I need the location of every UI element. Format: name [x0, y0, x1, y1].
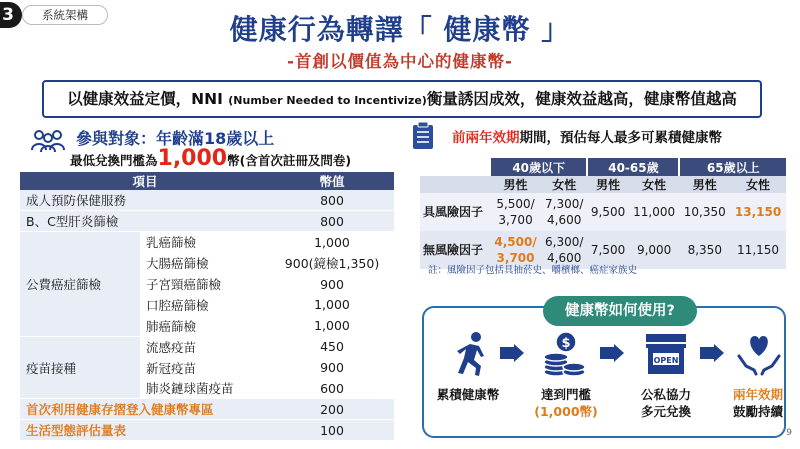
- risk-factor-note: 註：風險因子包括具抽菸史、嚼檳榔、癌症家族史: [428, 265, 638, 276]
- cell-line: 6,300/: [545, 235, 584, 249]
- value-cell: 600: [270, 378, 394, 399]
- cell-line: 4,600: [547, 213, 582, 227]
- page-number: 9: [786, 428, 792, 438]
- value-cell: 100: [270, 420, 394, 441]
- points-table-header: [20, 172, 394, 190]
- estimate-title-highlight: 前兩年效期: [452, 130, 520, 146]
- row-label: 具風險因子: [420, 193, 490, 231]
- cell-line: 3,700: [498, 213, 533, 227]
- step-label: [428, 386, 508, 403]
- item-cell: 肺炎鏈球菌疫苗: [140, 378, 270, 399]
- cell-line: 3,700: [496, 251, 535, 265]
- step-label: [718, 386, 798, 420]
- row-label: 無風險因子: [420, 231, 490, 269]
- gender-header: 女性: [541, 176, 587, 193]
- estimate-title: [452, 126, 722, 146]
- age-group-header: 40歲以下: [490, 158, 587, 176]
- usage-title: 健康幣如何使用?: [543, 296, 697, 326]
- value-cell: 800: [270, 190, 394, 211]
- arrow-right-icon: [500, 344, 524, 362]
- item-cell: B、C型肝炎篩檢: [20, 211, 270, 232]
- estimate-cell: 9,500: [587, 193, 628, 231]
- arrow-right-icon: [600, 344, 624, 362]
- estimate-cell: 7,500: [587, 231, 628, 269]
- points-table: [20, 172, 394, 441]
- item-cell: 肺癌篩檢: [140, 315, 270, 336]
- step-line: 兩年效期: [732, 387, 783, 402]
- value-cell: 800: [270, 211, 394, 232]
- page-subtitle: -首創以價值為中心的健康幣-: [287, 52, 513, 71]
- step-line: 公私協力: [640, 387, 691, 402]
- table-row: [20, 190, 394, 211]
- estimate-cell: 11,150: [730, 231, 786, 269]
- gender-header: 男性: [587, 176, 628, 193]
- cell-line: 4,500/: [494, 235, 537, 249]
- step-line: 多元兌換: [640, 404, 691, 419]
- people-icon: [30, 128, 66, 152]
- table-row: [420, 193, 786, 231]
- store-sign: OPEN: [653, 356, 679, 365]
- banner-nni-expansion: (Number Needed to Incentivize): [228, 94, 427, 107]
- value-cell: 450: [270, 336, 394, 357]
- cell-line: 4,600: [547, 251, 582, 265]
- item-cell: 子宮頸癌篩檢: [140, 274, 270, 295]
- header-item: 項目: [20, 172, 270, 190]
- step-line: 達到門檻: [540, 387, 591, 402]
- estimate-cell: 9,000: [629, 231, 680, 269]
- value-cell: 900: [270, 274, 394, 295]
- item-cell: 口腔癌篩檢: [140, 294, 270, 315]
- runner-icon: [446, 330, 494, 378]
- item-cell: 生活型態評估量表: [20, 420, 270, 441]
- value-cell: 200: [270, 399, 394, 420]
- gender-header: 男性: [679, 176, 730, 193]
- value-cell: 1,000: [270, 294, 394, 315]
- estimate-table: [420, 158, 786, 269]
- eligibility-title: 參與對象：年齡滿18歲以上: [76, 129, 275, 148]
- value-cell: 900(鏡檢1,350): [270, 253, 394, 274]
- age-group-header: 65歲以上: [679, 158, 786, 176]
- header-value: 幣值: [270, 172, 394, 190]
- estimate-title-rest: 期間，預估每人最多可累積健康幣: [519, 130, 722, 146]
- cell-line: 7,300/: [545, 197, 584, 211]
- value-cell: 1,000: [270, 315, 394, 336]
- item-cell: 成人預防保健服務: [20, 190, 270, 211]
- item-cell: 新冠疫苗: [140, 357, 270, 378]
- item-cell: 首次利用健康存摺登入健康幣專區: [20, 399, 270, 420]
- gender-header-row: [420, 176, 786, 193]
- group-vaccination: 疫苗接種: [20, 336, 140, 399]
- gender-header: 男性: [490, 176, 541, 193]
- estimate-cell: [541, 193, 587, 231]
- group-cancer-screening: 公費癌症篩檢: [20, 232, 140, 336]
- threshold-suffix: 幣(含首次註冊及問卷): [227, 153, 352, 168]
- estimate-cell: 10,350: [679, 193, 730, 231]
- step-line: 累積健康幣: [436, 387, 500, 402]
- corner-cell: [420, 176, 490, 193]
- gender-header: 女性: [730, 176, 786, 193]
- cell-line: 5,500/: [496, 197, 535, 211]
- threshold-value: 1,000: [157, 146, 228, 171]
- step-line: (1,000幣): [534, 404, 598, 419]
- item-cell: 乳癌篩檢: [140, 232, 270, 253]
- pricing-banner: [42, 80, 762, 118]
- minimum-threshold: [70, 146, 351, 171]
- section-label: 系統架構: [22, 5, 108, 25]
- threshold-prefix: 最低兌換門檻為: [70, 153, 158, 168]
- corner-cell: [420, 158, 490, 176]
- step-label: [626, 386, 706, 420]
- estimate-cell: 8,350: [679, 231, 730, 269]
- gender-header: 女性: [629, 176, 680, 193]
- table-row: [20, 232, 394, 253]
- store-icon: [642, 330, 690, 378]
- heart-hands-icon: [736, 330, 782, 376]
- step-label: [526, 386, 606, 420]
- document-icon: [412, 122, 434, 150]
- table-row: [20, 336, 394, 357]
- arrow-right-icon: [700, 344, 724, 362]
- banner-text-2: 衡量誘因成效，健康效益越高，健康幣值越高: [426, 90, 737, 108]
- item-cell: 大腸癌篩檢: [140, 253, 270, 274]
- estimate-cell: 11,000: [629, 193, 680, 231]
- estimate-cell: [490, 193, 541, 231]
- table-row-highlight: [20, 420, 394, 441]
- age-header-row: [420, 158, 786, 176]
- age-group-header: 40-65歲: [587, 158, 679, 176]
- item-cell: 流感疫苗: [140, 336, 270, 357]
- estimate-cell-max: 13,150: [730, 193, 786, 231]
- value-cell: 1,000: [270, 232, 394, 253]
- table-row: [20, 211, 394, 232]
- banner-text-1: 以健康效益定價，NNI: [67, 90, 229, 108]
- table-row-highlight: [20, 399, 394, 420]
- section-number: 3: [0, 2, 22, 28]
- coins-icon: [540, 330, 588, 378]
- value-cell: 900: [270, 357, 394, 378]
- step-line: 鼓勵持續: [732, 404, 783, 419]
- page-title: 健康行為轉譯「 健康幣 」: [229, 13, 571, 46]
- svg-text:$: $: [561, 336, 571, 351]
